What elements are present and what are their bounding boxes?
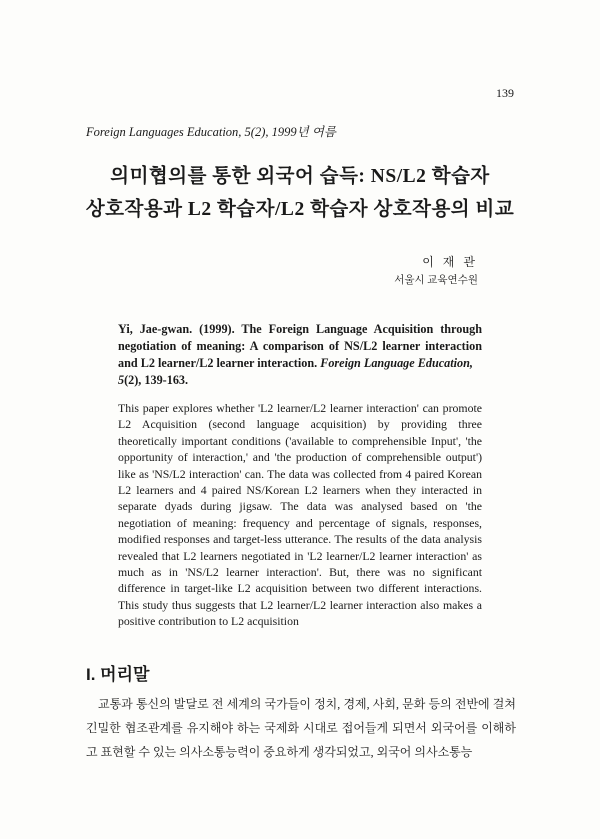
- author-affiliation: 서울시 교육연수원: [394, 275, 478, 286]
- paper-title-line-1: 의미협의를 통한 외국어 습득: NS/L2 학습자: [110, 166, 490, 187]
- citation-title: The Foreign Language Acquisition through negotiation of meaning: A comparison of NS/L2 learner interaction and L2 learner/L2 learner interaction.: [118, 322, 482, 370]
- section-heading: I. 머리말: [86, 665, 150, 684]
- journal-header: Foreign Languages Education, 5(2), 1999년 여름: [86, 125, 336, 139]
- abstract-text: This paper explores whether 'L2 learner/L2 learner interaction' can promote L2 Acquisition (second language acquisition) by providing three theoretically important conditions ('available to comprehensible Input', 'the opportunity of interaction,' and 'the production of comprehensible output') like as 'NS/L2 interaction' can. The data was collected from 4 paired Korean L2 learners and 4 paired NS/Korean L2 learners when they interacted in separate dyads during jigsaw. The data was analysed based on 'the negotiation of meaning: frequency and percentage of signals, responses, modified responses and target-less utterance. The results of the data analysis revealed that L2 learners negotiated in 'L2 learner/L2 learner interaction' as much as in 'NS/L2 learner interaction'. But, there was no significant difference in target-like L2 acquisition between two different interactions. This study thus suggests that L2 learner/L2 learner interaction also makes a positive contribution to L2 acquisition: [118, 401, 482, 629]
- paper-title-line-2: 상호작용과 L2 학습자/L2 학습자 상호작용의 비교: [85, 199, 515, 220]
- citation-journal: Foreign Language Education,: [320, 356, 473, 370]
- page-number: 139: [496, 86, 514, 100]
- citation-issue-pages: (2), 139-163.: [124, 373, 189, 387]
- citation-authors-year: Yi, Jae-gwan. (1999).: [118, 322, 242, 336]
- author-name: 이 재 관: [422, 255, 478, 269]
- body-paragraph: 교통과 통신의 발달로 전 세계의 국가들이 정치, 경제, 사회, 문화 등의 전반에 걸쳐 긴밀한 협조관계를 유지해야 하는 국제화 시대로 접어들게 되면서 외국어를 이해하고 표현할 수 있는 의사소통능력이 중요하게 생각되었고, 외국어 의사소통능: [86, 697, 516, 759]
- citation-volume: 5: [118, 373, 125, 387]
- citation-block: [118, 321, 482, 389]
